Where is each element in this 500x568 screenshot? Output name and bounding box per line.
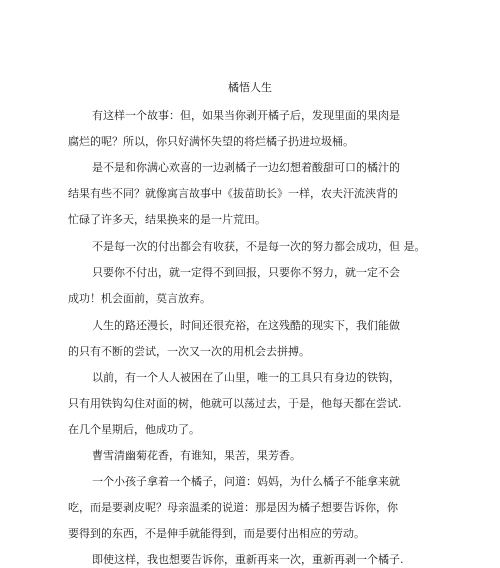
paragraph-line: 忙碌了许多天，结果换来的是一片荒田。 bbox=[68, 213, 266, 226]
paragraph-line: 只有用铁钩勾住对面的树，他就可以荡过去，于是，他每天都在尝试. bbox=[68, 397, 402, 410]
paragraph-line: 要得到的东西，不是伸手就能得到，而是要付出相应的劳动。 bbox=[68, 527, 365, 540]
paragraph-line: 有这样一个故事：但，如果当你剥开橘子后，发现里面的果肉是 bbox=[92, 109, 400, 122]
paragraph-line: 在几个星期后，他成功了。 bbox=[68, 423, 200, 436]
paragraph-line: 不是每一次的付出都会有收获，不是每一次的努力都会成功，但 是。 bbox=[92, 240, 426, 253]
paragraph-line: 是不是和你满心欢喜的一边剥橘子一边幻想着酸甜可口的橘汁的 bbox=[92, 161, 400, 174]
paragraph-line: 一个小孩子拿着一个橘子，问道：妈妈，为什么橘子不能拿来就 bbox=[92, 475, 400, 488]
paragraph-line: 以前，有一个人人被困在了山里，唯一的工具只有身边的铁钩， bbox=[92, 371, 400, 384]
paragraph-line: 结果有些不同？就像寓言故事中《拔苗助长》一样，农夫汗流浃背的 bbox=[68, 187, 398, 200]
paragraph-line: 的只有不断的尝试，一次又一次的用机会去拼搏。 bbox=[68, 345, 310, 358]
document-title: 橘悟人生 bbox=[228, 81, 272, 94]
paragraph-line: 腐烂的呢？所以，你只好满怀失望的将烂橘子扔进垃圾桶。 bbox=[68, 135, 354, 148]
paragraph-line: 只要你不付出，就一定得不到回报，只要你不努力，就一定不会 bbox=[92, 266, 400, 279]
paragraph-line: 曹雪清幽菊花香，有谁知，果苦，果芳香。 bbox=[92, 449, 301, 462]
paragraph-line: 吃，而是要剥皮呢？母亲温柔的说道：那是因为橘子想要告诉你，你 bbox=[68, 501, 398, 514]
paragraph-line: 即使这样，我也想要告诉你，重新再来一次，重新再剥一个橘子. bbox=[92, 553, 404, 566]
paragraph-line: 人生的路还漫长，时间还很充裕，在这残酷的现实下，我们能做 bbox=[92, 319, 400, 332]
paragraph-line: 成功！机会面前，莫言放弃。 bbox=[68, 292, 211, 305]
